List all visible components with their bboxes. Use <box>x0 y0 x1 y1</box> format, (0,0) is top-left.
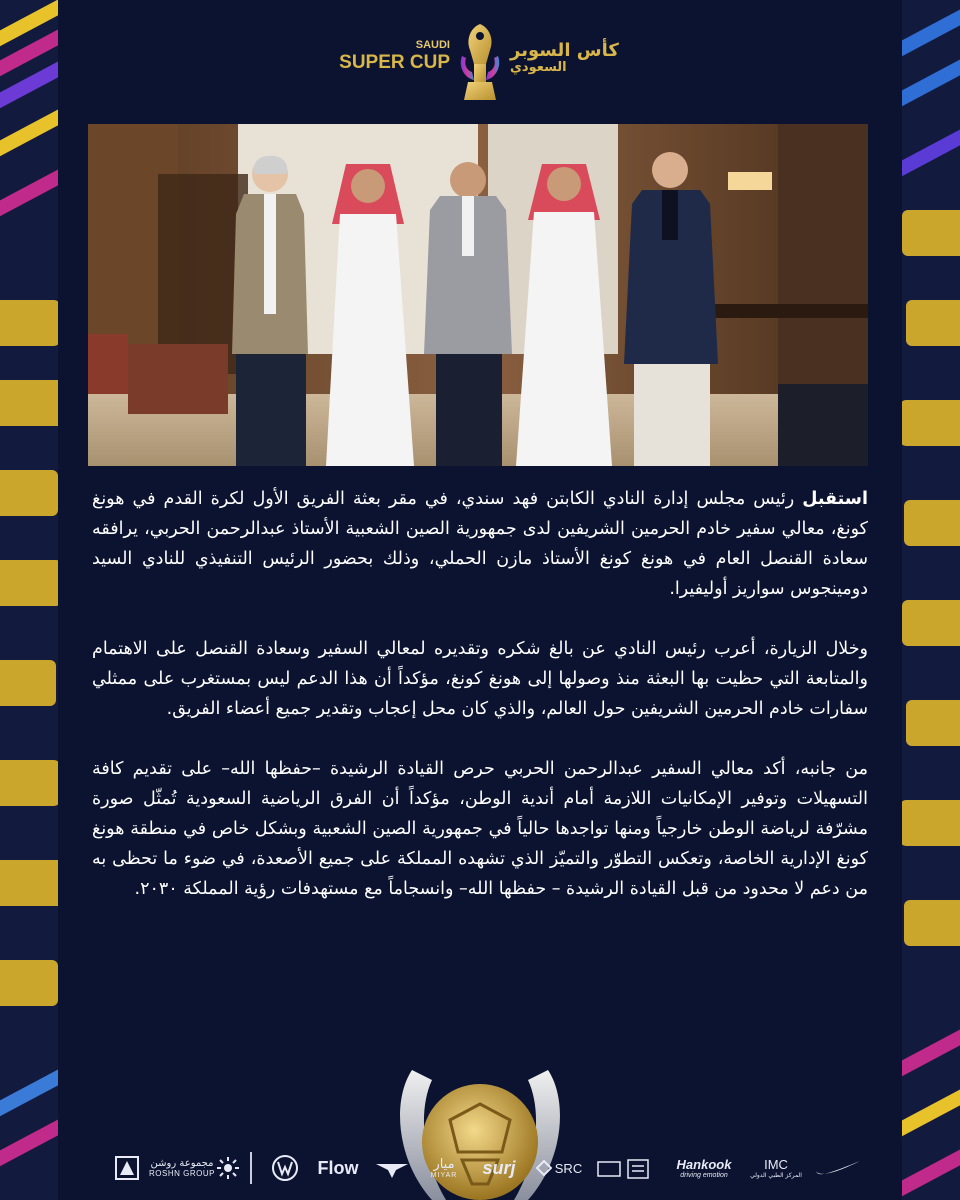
roshn-en-text: ROSHN GROUP <box>149 1169 215 1178</box>
article-lead-word: استقبل <box>802 489 868 509</box>
left-decorative-strip <box>0 0 58 1200</box>
article-paragraph-1-text: رئيس مجلس إدارة النادي الكابتن فهد سندي، في مقر بعثة الفريق الأول لكرة القدم في هونغ كونغ، معالي سفير خادم الحرمين الشريفين لدى جمهورية الصين الشعبية الأستاذ عبدالرحمن الحربي، يرافقه سعادة القنصل العام في هونغ كونغ الأستاذ مازن الحملي، وذلك بحضور الرئيس التنفيذي للنادي السيد دومينجوس سواريز أوليفيرا. <box>92 489 868 599</box>
flow-text: Flow <box>317 1157 359 1178</box>
logo-en-top: SAUDI <box>415 39 450 51</box>
group-photo-illustration <box>88 124 868 466</box>
sponsor-federation-logo <box>110 1148 144 1188</box>
hankook-text: Hankook <box>676 1157 732 1172</box>
miyar-en-text: MIYAR <box>430 1172 458 1179</box>
surj-text: surj <box>482 1157 516 1178</box>
logo-ar-bottom: السعودي <box>510 59 567 75</box>
trophy-icon <box>448 20 512 104</box>
logo-en-bottom: SUPER CUP <box>339 52 450 73</box>
sponsors-divider <box>250 1152 252 1184</box>
sponsor-nike <box>810 1148 866 1188</box>
logo-text-ar <box>510 42 630 75</box>
nike-swoosh-icon <box>814 1159 862 1177</box>
federation-icon <box>112 1153 142 1183</box>
article-paragraph-3: من جانبه، أكد معالي السفير عبدالرحمن الحربي حرص القيادة الرشيدة –حفظها الله– على تقديم كافة التسهيلات وتوفير الإمكانيات اللازمة أمام أندية الوطن، مؤكداً أن الفرق الرياضية السعودية تُمثّل صورة مشرّفة لرياضة الوطن خارجياً ومنها تواجدها حالياً في جمهورية الصين الشعبية وبشكل خاص في منطقة هونغ كونغ الإدارية الخاصة، وتعكس التطوّر والتميّز الذي تشهده المملكة على جميع الأصعدة، في ضوء ما تحظى به من دعم لا محدود من قبل القيادة الرشيدة – حفظها الله– وانسجاماً مع مستهدفات رؤية المملكة ٢٠٣٠. <box>92 759 868 899</box>
person-1 <box>232 156 308 466</box>
volkswagen-icon <box>271 1154 299 1182</box>
right-decorative-strip <box>902 0 960 1200</box>
logo-text-en <box>330 40 450 72</box>
group-photo <box>88 124 868 466</box>
article-body <box>92 484 868 934</box>
person-5 <box>624 152 718 466</box>
sponsors-bar <box>110 1148 870 1188</box>
roshn-ar-text: مجموعة روشن <box>150 1158 214 1169</box>
imc-sub-text: المركز الطبي الدولي <box>750 1172 802 1179</box>
src-icon <box>536 1160 552 1176</box>
person-3 <box>424 162 512 466</box>
sponsor-surj <box>474 1148 524 1188</box>
sponsor-imc <box>750 1148 802 1188</box>
src-text: SRC <box>554 1160 583 1176</box>
saudi-super-cup-logo <box>330 20 630 104</box>
article-paragraph-1 <box>92 484 868 604</box>
sponsor-miyar <box>418 1148 470 1188</box>
miyar-ar-text: ميار <box>433 1157 455 1172</box>
sponsor-src <box>530 1148 588 1188</box>
sponsor-saudia <box>372 1148 412 1188</box>
sponsor-roshn <box>149 1148 215 1188</box>
government-logos-icon <box>596 1156 652 1180</box>
saudia-icon <box>374 1156 410 1180</box>
hankook-sub-text: driving emotion <box>680 1172 728 1179</box>
article-paragraph-2: وخلال الزيارة، أعرب رئيس النادي عن بالغ شكره وتقديره لمعالي السفير وسعادة القنصل على الاهتمام والمتابعة التي حظيت بها البعثة منذ وصولها إلى هونغ كونغ، مؤكداً أن هذا الدعم ليس بمستغرب على ممثلي سفارات خادم الحرمين الشريفين حول العالم، والذي كان محل إعجاب وتقدير جميع أعضاء الفريق. <box>92 639 868 719</box>
sponsor-government-logos <box>594 1148 654 1188</box>
imc-text: IMC <box>764 1157 788 1172</box>
sponsor-sunburst-logo <box>214 1148 242 1188</box>
logo-ar-top: كأس السوبر <box>510 40 619 61</box>
sunburst-icon <box>216 1156 240 1180</box>
sponsor-volkswagen <box>268 1148 302 1188</box>
sponsor-flow <box>310 1148 366 1188</box>
sponsor-hankook <box>664 1148 744 1188</box>
